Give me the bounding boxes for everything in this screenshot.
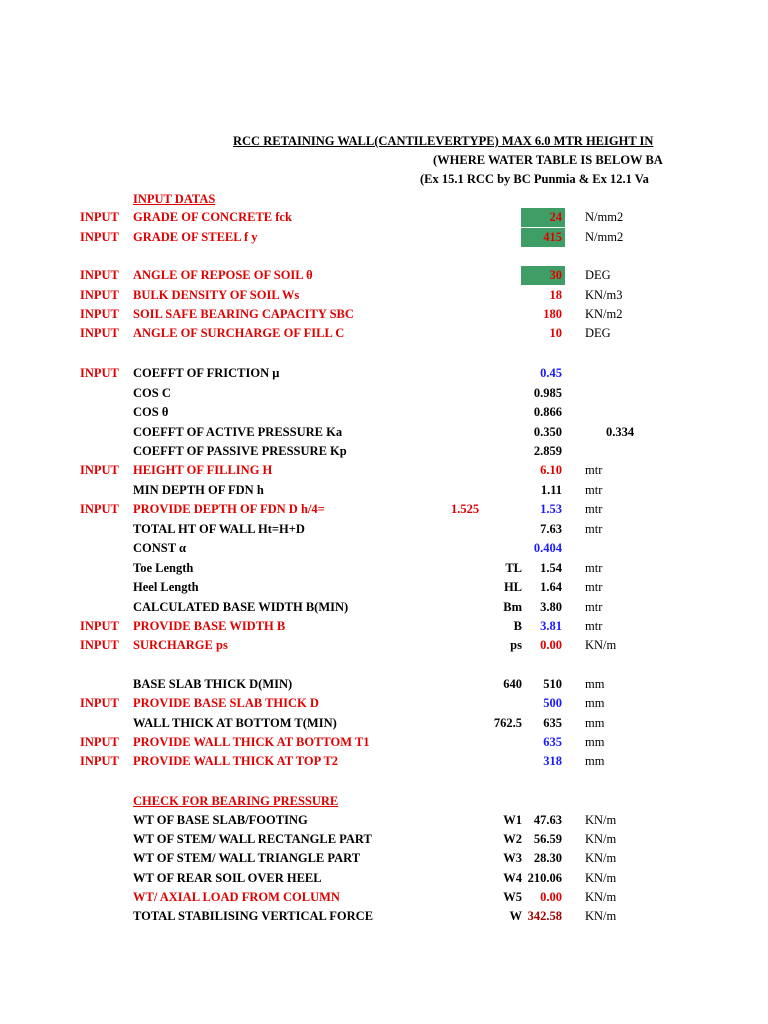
row-wall-thick-top	[0, 752, 768, 771]
row-friction	[0, 364, 768, 383]
row-kp	[0, 442, 768, 461]
w3-value-cell: 28.30	[533, 851, 562, 865]
sbc-value-cell[interactable]: 180	[543, 307, 562, 321]
row-unit: mtr	[585, 561, 603, 575]
row-label: ANGLE OF SURCHARGE OF FILL C	[133, 326, 345, 340]
row-unit: N/mm2	[585, 210, 624, 224]
row-label: CALCULATED BASE WIDTH B(MIN)	[133, 600, 349, 614]
row-symbol: TL	[505, 561, 522, 575]
section-label: INPUT DATAS	[133, 192, 216, 206]
row-label: WT OF STEM/ WALL TRIANGLE PART	[133, 851, 361, 865]
row-unit: mtr	[585, 522, 603, 536]
row-symbol: W	[509, 909, 522, 923]
row-label: PROVIDE WALL THICK AT BOTTOM T1	[133, 735, 370, 749]
input-tag: INPUT	[80, 735, 119, 749]
row-label: COEFFT OF PASSIVE PRESSURE Kp	[133, 444, 347, 458]
row-label: WT/ AXIAL LOAD FROM COLUMN	[133, 890, 340, 904]
row-label: Heel Length	[133, 580, 199, 594]
row-surcharge	[0, 636, 768, 655]
input-tag: INPUT	[80, 326, 119, 340]
row-label: PROVIDE BASE WIDTH B	[133, 619, 286, 633]
ka-value-cell: 0.350	[533, 425, 562, 439]
row-unit: KN/m	[585, 890, 617, 904]
row-unit: KN/m	[585, 909, 617, 923]
row-label: HEIGHT OF FILLING H	[133, 463, 273, 477]
input-tag: INPUT	[80, 307, 119, 321]
row-total-height	[0, 520, 768, 539]
row-symbol: W5	[503, 890, 522, 904]
row-unit: mm	[585, 754, 605, 768]
row-w-total	[0, 907, 768, 926]
row-label: BULK DENSITY OF SOIL Ws	[133, 288, 300, 302]
row-const-alpha	[0, 539, 768, 558]
row-unit: KN/m	[585, 638, 617, 652]
row-label: Toe Length	[133, 561, 194, 575]
row-unit: mm	[585, 696, 605, 710]
input-tag: INPUT	[80, 210, 119, 224]
row-bulk-density	[0, 286, 768, 305]
row-symbol: W1	[503, 813, 522, 827]
row-unit: mtr	[585, 619, 603, 633]
section-label: CHECK FOR BEARING PRESSURE	[133, 794, 339, 808]
section-input-datas	[0, 190, 768, 209]
dmin-value-cell: 510	[543, 677, 562, 691]
row-symbol: W2	[503, 832, 522, 846]
b-value-cell[interactable]: 3.81	[540, 619, 562, 633]
heel-value-cell: 1.64	[540, 580, 562, 594]
row-unit: mtr	[585, 600, 603, 614]
row-fck	[0, 208, 768, 227]
row-unit: mm	[585, 716, 605, 730]
row-base-width	[0, 617, 768, 636]
row-w2	[0, 830, 768, 849]
row-depth-fdn	[0, 500, 768, 519]
input-tag: INPUT	[80, 638, 119, 652]
kp-value-cell: 2.859	[533, 444, 562, 458]
row-w4	[0, 869, 768, 888]
row-symbol: Bm	[503, 600, 522, 614]
row-base-width-min	[0, 598, 768, 617]
ht-value-cell: 7.63	[540, 522, 562, 536]
row-w1	[0, 811, 768, 830]
row-label: ANGLE OF REPOSE OF SOIL θ	[133, 268, 313, 282]
row-unit: mm	[585, 677, 605, 691]
row-label: COS θ	[133, 405, 169, 419]
w-total-value-cell: 342.58	[527, 909, 562, 923]
row-label: PROVIDE BASE SLAB THICK D	[133, 696, 319, 710]
section-bearing-pressure	[0, 792, 768, 811]
row-unit: KN/m	[585, 813, 617, 827]
row-unit: mtr	[585, 580, 603, 594]
row-label: MIN DEPTH OF FDN h	[133, 483, 264, 497]
ps-value-cell[interactable]: 0.00	[540, 638, 562, 652]
row-unit: mtr	[585, 463, 603, 477]
input-tag: INPUT	[80, 619, 119, 633]
row-wall-thick-bottom	[0, 733, 768, 752]
row-unit: mtr	[585, 483, 603, 497]
sheet-subtitle-reference: (Ex 15.1 RCC by BC Punmia & Ex 12.1 Va	[420, 172, 649, 186]
dprov-value-cell[interactable]: 500	[543, 696, 562, 710]
sheet-title: RCC RETAINING WALL(CANTILEVERTYPE) MAX 6.0 MTR HEIGHT IN	[233, 134, 654, 148]
row-label: WALL THICK AT BOTTOM T(MIN)	[133, 716, 337, 730]
row-symbol: W4	[503, 871, 522, 885]
row-label: WT OF REAR SOIL OVER HEEL	[133, 871, 322, 885]
row-angle-surcharge	[0, 324, 768, 343]
tmin-value-cell: 635	[543, 716, 562, 730]
row-unit: N/mm2	[585, 230, 624, 244]
row-label: BASE SLAB THICK D(MIN)	[133, 677, 293, 691]
input-tag: INPUT	[80, 502, 119, 516]
row-angle-repose	[0, 266, 768, 285]
row-unit: KN/m2	[585, 307, 623, 321]
row-toe-length	[0, 559, 768, 578]
row-symbol: 762.5	[493, 716, 522, 730]
input-tag: INPUT	[80, 463, 119, 477]
input-tag: INPUT	[80, 754, 119, 768]
d-value-cell[interactable]: 1.53	[540, 502, 562, 516]
row-symbol: HL	[503, 580, 522, 594]
row-label: TOTAL HT OF WALL Ht=H+D	[133, 522, 305, 536]
row-label: TOTAL STABILISING VERTICAL FORCE	[133, 909, 374, 923]
row-fy	[0, 228, 768, 247]
row-ka	[0, 423, 768, 442]
row-unit: KN/m	[585, 851, 617, 865]
row-label: COEFFT OF FRICTION μ	[133, 366, 280, 380]
row-unit: KN/m3	[585, 288, 623, 302]
row-label: WT OF BASE SLAB/FOOTING	[133, 813, 308, 827]
row-label: SURCHARGE ps	[133, 638, 228, 652]
input-tag: INPUT	[80, 696, 119, 710]
row-label: CONST α	[133, 541, 186, 555]
row-height-filling	[0, 461, 768, 480]
ws-value-cell[interactable]: 18	[549, 288, 562, 302]
surcharge-angle-value-cell[interactable]: 10	[549, 326, 562, 340]
row-heel-length	[0, 578, 768, 597]
input-tag: INPUT	[80, 268, 119, 282]
sheet-subtitle-water-table: (WHERE WATER TABLE IS BELOW BA	[433, 153, 663, 167]
row-cos-theta	[0, 403, 768, 422]
fy-value-cell[interactable]: 415	[543, 230, 562, 244]
row-label: COEFFT OF ACTIVE PRESSURE Ka	[133, 425, 343, 439]
toe-value-cell: 1.54	[540, 561, 562, 575]
row-sbc	[0, 305, 768, 324]
row-unit: KN/m	[585, 832, 617, 846]
row-label: PROVIDE DEPTH OF FDN D h/4=	[133, 502, 325, 516]
row-unit: KN/m	[585, 871, 617, 885]
row-symbol: W3	[503, 851, 522, 865]
row-label: PROVIDE WALL THICK AT TOP T2	[133, 754, 339, 768]
mu-value-cell[interactable]: 0.45	[540, 366, 562, 380]
row-min-depth	[0, 481, 768, 500]
row-label: GRADE OF CONCRETE fck	[133, 210, 292, 224]
row-cos-c	[0, 384, 768, 403]
row-unit: mtr	[585, 502, 603, 516]
t2-value-cell[interactable]: 318	[543, 754, 562, 768]
hmin-value-cell: 1.11	[540, 483, 562, 497]
input-tag: INPUT	[80, 366, 119, 380]
w4-value-cell: 210.06	[527, 871, 562, 885]
input-tag: INPUT	[80, 230, 119, 244]
row-label: SOIL SAFE BEARING CAPACITY SBC	[133, 307, 354, 321]
w2-value-cell: 56.59	[533, 832, 562, 846]
w1-value-cell: 47.63	[533, 813, 562, 827]
cosc-value-cell: 0.985	[533, 386, 562, 400]
alpha-value-cell: 0.404	[533, 541, 562, 555]
phi-value-cell[interactable]: 30	[549, 268, 562, 282]
row-base-slab	[0, 694, 768, 713]
row-label: GRADE OF STEEL f y	[133, 230, 258, 244]
row-w5	[0, 888, 768, 907]
fck-value-cell[interactable]: 24	[549, 210, 562, 224]
row-label: COS C	[133, 386, 171, 400]
input-tag: INPUT	[80, 288, 119, 302]
costheta-value-cell: 0.866	[533, 405, 562, 419]
row-base-slab-min	[0, 675, 768, 694]
row-symbol: ps	[510, 638, 522, 652]
bm-value-cell: 3.80	[540, 600, 562, 614]
row-wall-thick-min	[0, 714, 768, 733]
row-unit: DEG	[585, 326, 611, 340]
h-quarter-cell: 1.525	[451, 502, 480, 516]
row-symbol: B	[513, 619, 522, 633]
row-w3	[0, 849, 768, 868]
ka-extra-cell: 0.334	[606, 425, 635, 439]
row-unit: mm	[585, 735, 605, 749]
row-label: WT OF STEM/ WALL RECTANGLE PART	[133, 832, 372, 846]
w5-value-cell[interactable]: 0.00	[540, 890, 562, 904]
row-unit: DEG	[585, 268, 611, 282]
t1-value-cell[interactable]: 635	[543, 735, 562, 749]
row-symbol: 640	[503, 677, 522, 691]
h-value-cell[interactable]: 6.10	[540, 463, 562, 477]
